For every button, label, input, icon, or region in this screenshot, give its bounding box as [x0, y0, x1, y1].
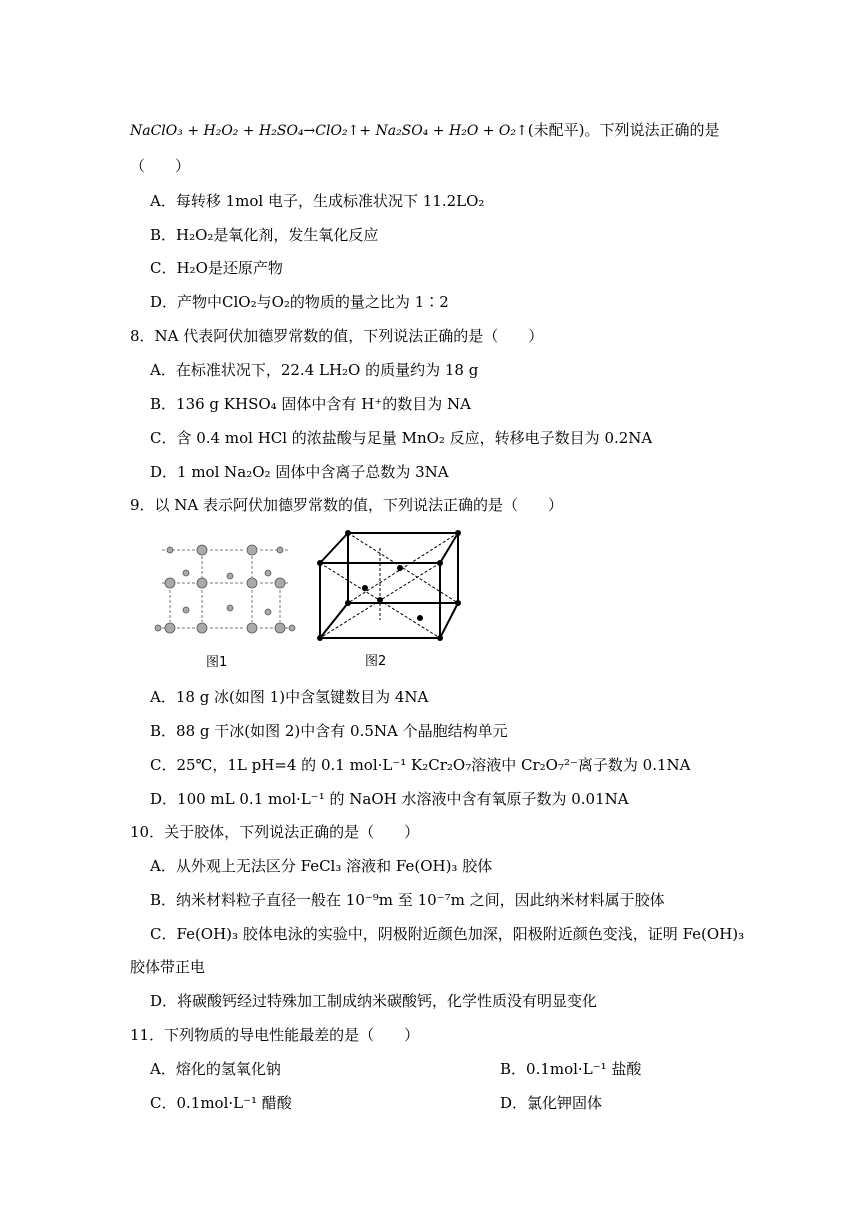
q7-note: (未配平)。下列说法正确的是: [527, 121, 720, 139]
q9-stem: 9．以 NA 表示阿伏加德罗常数的值，下列说法正确的是（ ）: [130, 496, 564, 514]
q11-option-d: D．氯化钾固体: [500, 1094, 603, 1112]
q7-paren: （ ）: [130, 157, 191, 175]
q11-stem: 11．下列物质的导电性能最差的是（ ）: [130, 1026, 420, 1044]
fig1-caption: 图1: [206, 655, 228, 670]
q7-option-c: C．H₂O是还原产物: [150, 259, 283, 277]
q11-option-b: B．0.1mol·L⁻¹ 盐酸: [500, 1060, 642, 1078]
q9-option-a: A．18 g 冰(如图 1)中含氢键数目为 4NA: [150, 688, 429, 706]
q9-option-c: C．25℃，1L pH=4 的 0.1 mol·L⁻¹ K₂Cr₂O₇溶液中 Cr₂O₇²⁻离子数为 0.1NA: [150, 756, 691, 774]
q7-equation-line: [130, 120, 719, 141]
q10-option-b: B．纳米材料粒子直径一般在 10⁻⁹m 至 10⁻⁷m 之间，因此纳米材料属于胶体: [150, 891, 665, 909]
q8-stem: 8．NA 代表阿伏加德罗常数的值，下列说法正确的是（ ）: [130, 327, 544, 345]
ice-structure-figure: [162, 550, 288, 628]
dry-ice-bonds: [320, 533, 458, 638]
ice-atoms: [155, 545, 295, 633]
q11-option-c: C．0.1mol·L⁻¹ 醋酸: [150, 1094, 292, 1112]
q9-option-d: D．100 mL 0.1 mol·L⁻¹ 的 NaOH 水溶液中含有氧原子数为 0.01NA: [150, 790, 629, 808]
q8-option-c: C．含 0.4 mol HCl 的浓盐酸与足量 MnO₂ 反应，转移电子数目为 0.2NA: [150, 429, 653, 447]
q8-option-b: B．136 g KHSO₄ 固体中含有 H⁺的数目为 NA: [150, 395, 471, 413]
q7-option-b: B．H₂O₂是氧化剂，发生氧化反应: [150, 226, 379, 244]
q8-option-a: A．在标准状况下，22.4 LH₂O 的质量约为 18 g: [150, 361, 479, 379]
q7-option-d: D．产物中ClO₂与O₂的物质的量之比为 1∶2: [150, 293, 449, 311]
q9-figures: [150, 528, 470, 678]
q8-option-d: D．1 mol Na₂O₂ 固体中含离子总数为 3NA: [150, 463, 449, 481]
q10-option-a: A．从外观上无法区分 FeCl₃ 溶液和 Fe(OH)₃ 胶体: [150, 857, 493, 875]
q10-option-d: D．将碳酸钙经过特殊加工制成纳米碳酸钙，化学性质没有明显变化: [150, 992, 598, 1010]
q7-equation: NaClO₃ + H₂O₂ + H₂SO₄→ClO₂↑+ Na₂SO₄ + H₂O + O₂↑: [130, 123, 528, 139]
q11-option-a: A．熔化的氢氧化钠: [150, 1060, 281, 1078]
q10-stem: 10．关于胶体，下列说法正确的是（ ）: [130, 823, 420, 841]
dry-ice-cell-figure: [320, 533, 458, 638]
q10-option-c: C．Fe(OH)₃ 胶体电泳的实验中，阴极附近颜色加深，阳极附近颜色变浅，证明 Fe(OH)₃: [150, 925, 745, 943]
fig2-caption: 图2: [365, 654, 387, 669]
q10-option-c-cont: 胶体带正电: [130, 958, 206, 976]
q9-option-b: B．88 g 干冰(如图 2)中含有 0.5NA 个晶胞结构单元: [150, 722, 508, 740]
q7-option-a: A．每转移 1mol 电子，生成标准状况下 11.2LO₂: [150, 192, 485, 210]
